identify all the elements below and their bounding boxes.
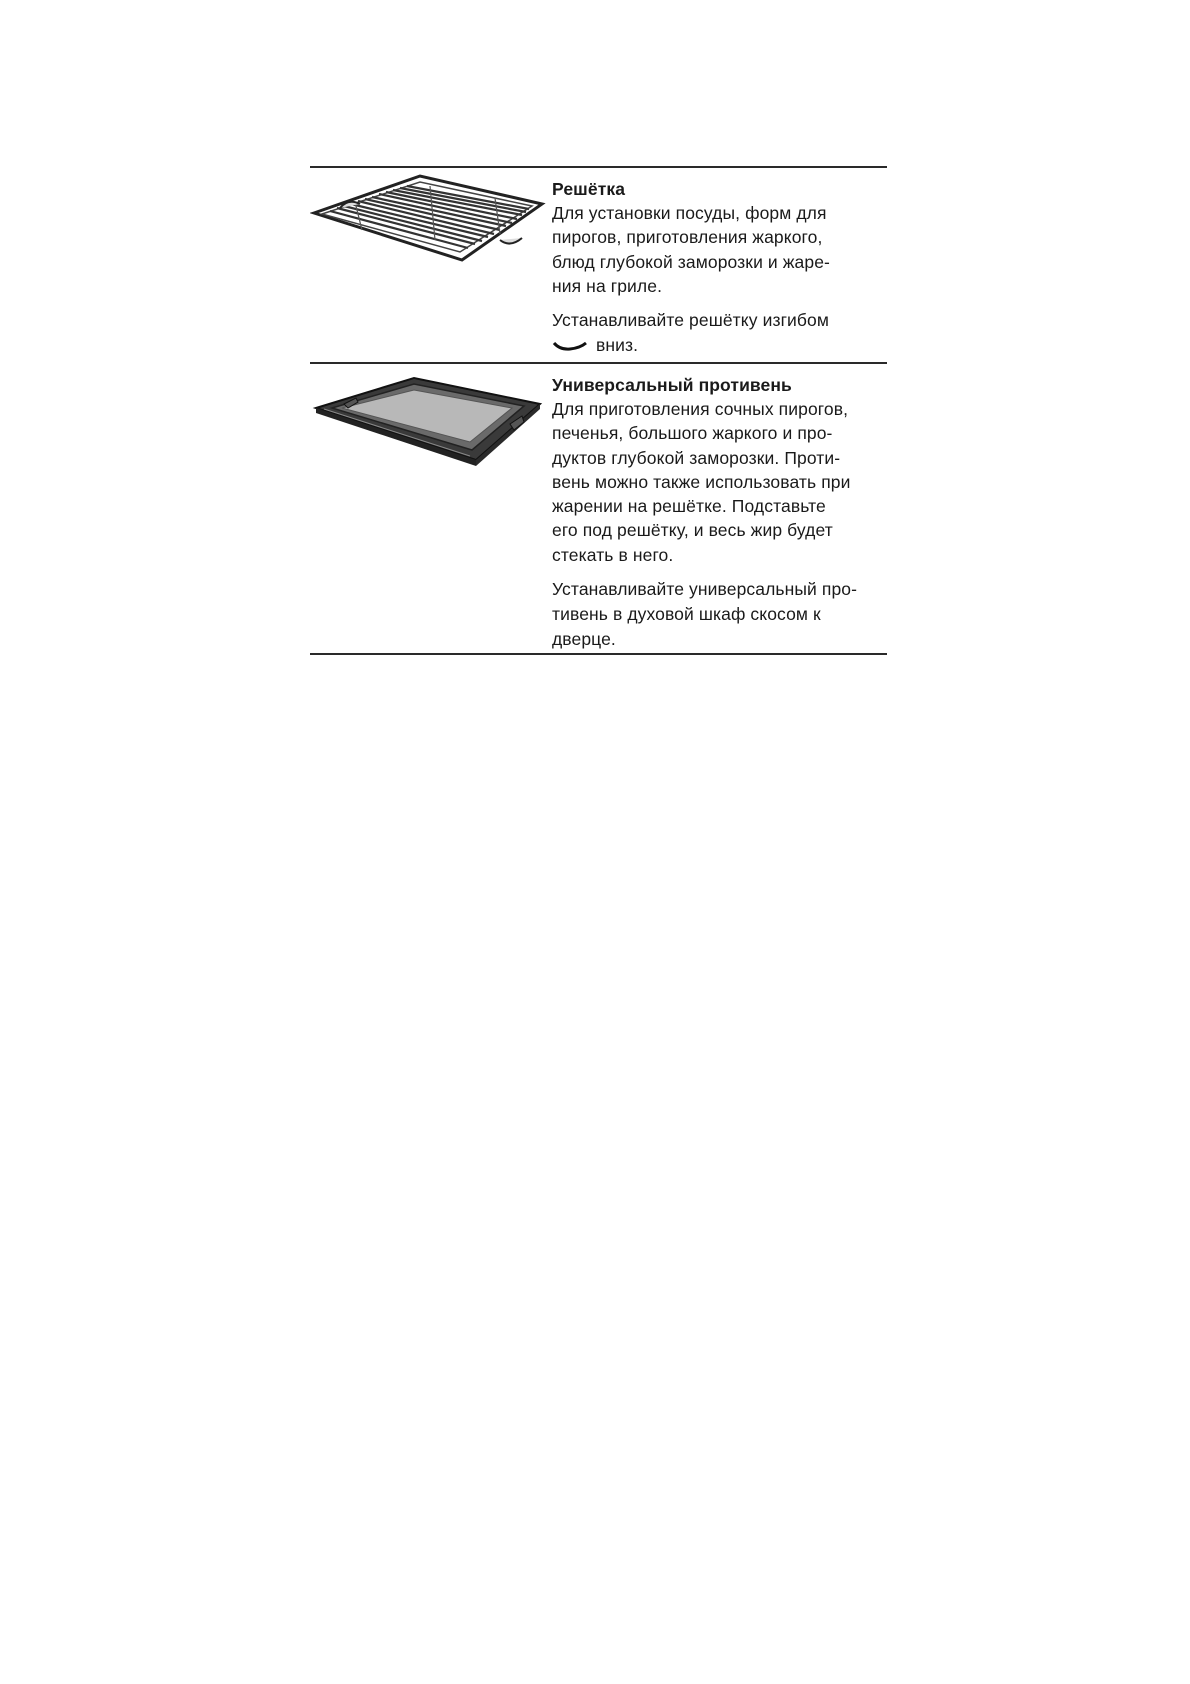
tray-note-line: дверце. (552, 629, 616, 650)
rack-desc-line: пирогов, приготовления жаркого, (552, 227, 823, 248)
bend-down-icon (552, 334, 588, 359)
rack-desc-line: ния на гриле. (552, 275, 663, 296)
rack-note (552, 308, 887, 359)
rack-text (552, 168, 887, 362)
tray-description (552, 397, 887, 567)
rack-description (552, 201, 887, 298)
tray-title: Универсальный противень (552, 375, 792, 395)
rack-note-line (552, 333, 887, 359)
tray-note-line: тивень в духовой шкаф скосом к (552, 604, 821, 625)
rack-desc-line: Для установки посуды, форм для (552, 203, 827, 223)
tray-desc-line: дуктов глубокой заморозки. Проти- (552, 447, 841, 468)
oven-rack-icon (310, 168, 552, 362)
tray-desc-line: вень можно также использовать при (552, 471, 851, 492)
tray-note (552, 577, 887, 652)
rack-desc-line: блюд глубокой заморозки и жаре- (552, 251, 830, 272)
tray-text (552, 364, 887, 653)
accessory-row-tray (310, 364, 887, 655)
tray-note-line: Устанавливайте универсальный про- (552, 579, 858, 600)
tray-desc-line: стекать в него. (552, 544, 674, 565)
accessories-table (310, 166, 887, 655)
rack-note-line: Устанавливайте решётку изгибом (552, 310, 830, 331)
tray-desc-line: Для приготовления сочных пирогов, (552, 399, 849, 419)
rack-title: Решётка (552, 179, 626, 199)
rack-note-suffix: вниз. (596, 335, 639, 356)
tray-desc-line: его под решётку, и весь жир будет (552, 520, 833, 541)
accessory-row-rack (310, 168, 887, 364)
tray-desc-line: печенья, большого жаркого и про- (552, 423, 833, 444)
tray-desc-line: жарении на решётке. Подставьте (552, 496, 826, 517)
baking-tray-icon (310, 364, 552, 653)
